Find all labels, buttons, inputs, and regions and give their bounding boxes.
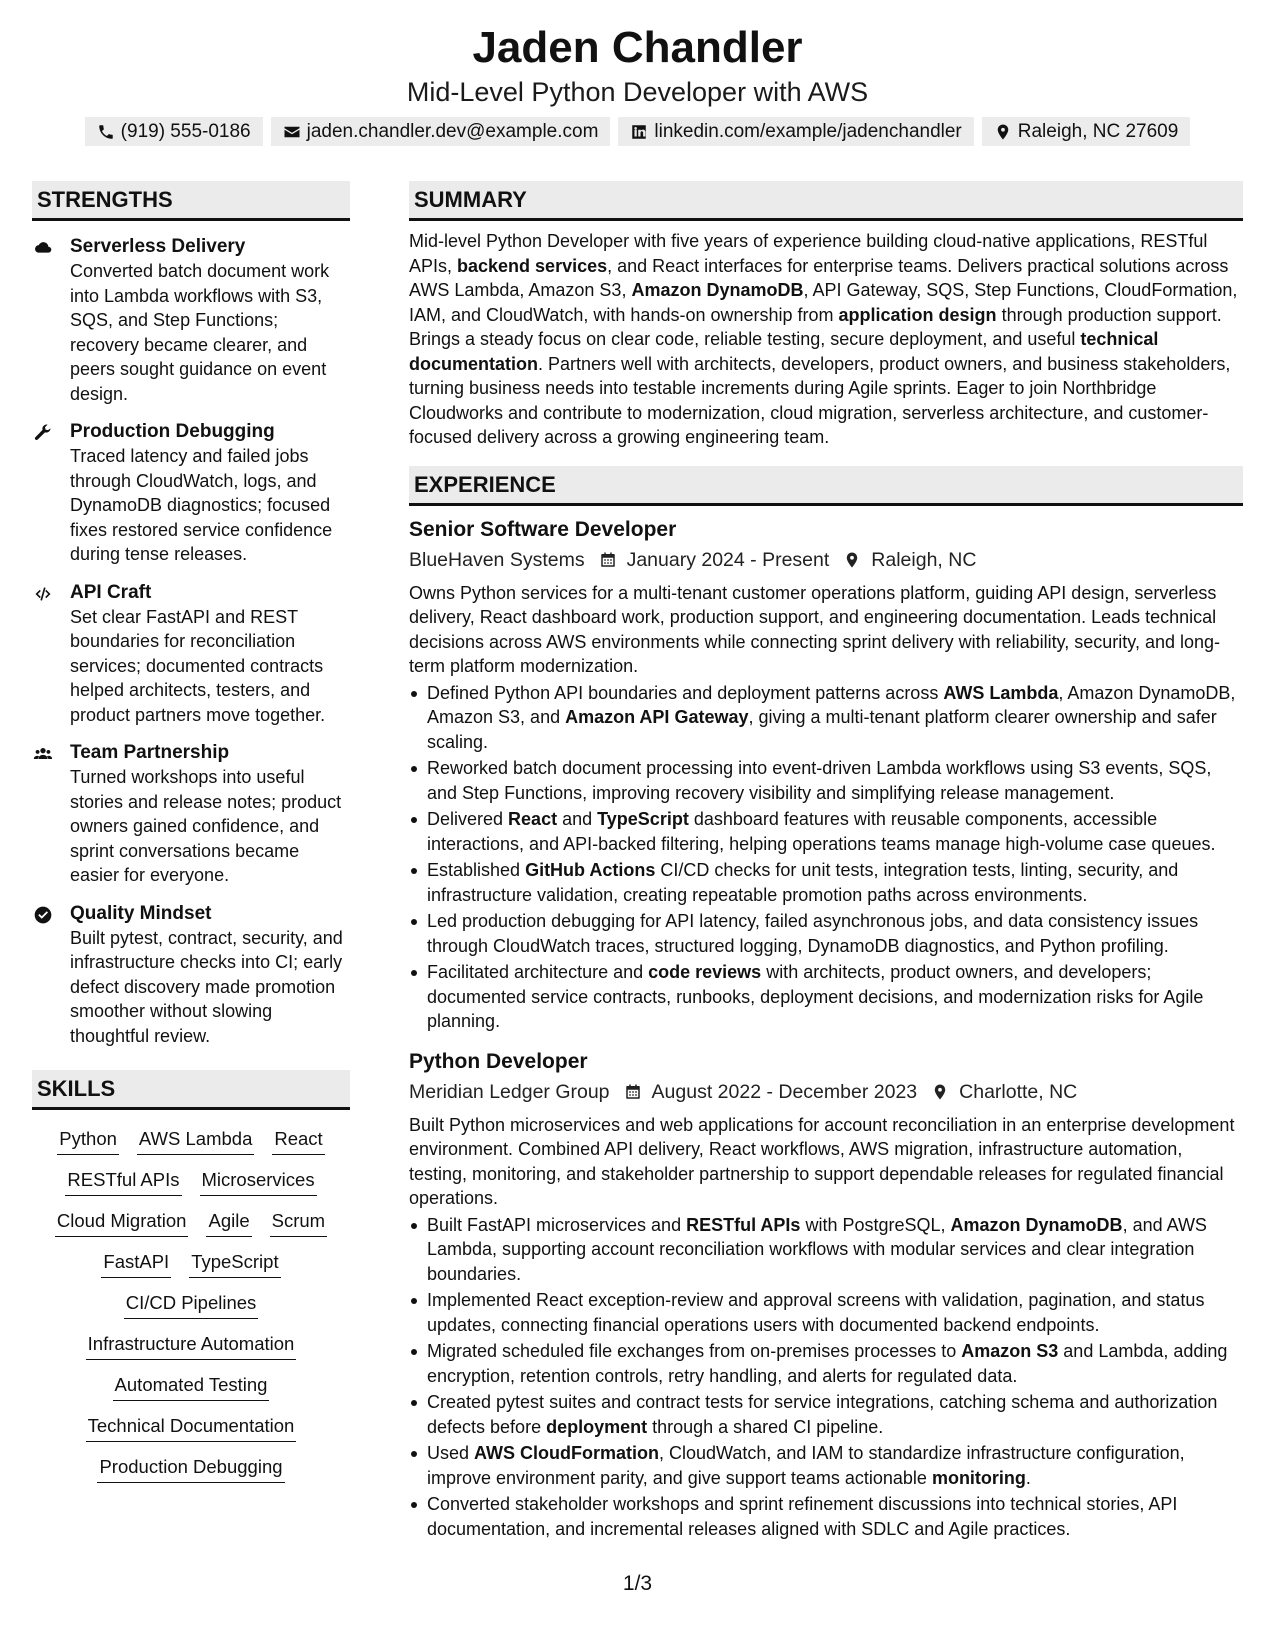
strength-text: Set clear FastAPI and REST boundaries for reconciliation services; documented contracts helped architects, testers, and product partners move together. xyxy=(70,606,326,725)
skills-heading: SKILLS xyxy=(32,1070,350,1110)
text-run: Led production debugging for API latency, failed asynchronous jobs, and data consistency issues through CloudWatch traces, structured logging, DynamoDB diagnostics, and Python profiling. xyxy=(427,911,1199,956)
text-run: dashboard features with reusable components, accessible interactions, and API-backed filtering, helping operations teams manage high-volume case queues. xyxy=(427,809,1216,854)
text-run: Established xyxy=(427,860,526,880)
strength-icon-wrap xyxy=(32,420,70,567)
emphasis-text: monitoring xyxy=(931,1467,1026,1488)
text-run: and xyxy=(557,809,598,829)
job-bullet xyxy=(409,960,1243,1034)
job-bullet xyxy=(409,681,1243,755)
skill-tag: Automated Testing xyxy=(113,1372,270,1401)
skill-tag: RESTful APIs xyxy=(65,1167,181,1196)
contact-linkedin[interactable] xyxy=(618,117,973,146)
text-run: Delivered xyxy=(427,809,509,829)
job-entry xyxy=(409,516,1243,1034)
job-bullet xyxy=(409,1441,1243,1490)
job-title: Senior Software Developer xyxy=(409,517,677,541)
job-meta xyxy=(409,545,1243,575)
job-bullet xyxy=(409,807,1243,856)
job-location: Raleigh, NC xyxy=(871,548,977,571)
text-run: , and AWS Lambda, supporting account reconciliation workflows with modular services and clear integration boundaries. xyxy=(427,1214,1207,1284)
job-bullets xyxy=(409,1213,1243,1542)
resume-header xyxy=(0,22,1275,146)
skill-tag: Scrum xyxy=(270,1208,327,1237)
emphasis-text: deployment xyxy=(546,1416,648,1437)
text-run: Defined Python API boundaries and deployment patterns across xyxy=(427,682,944,703)
strength-body xyxy=(70,235,350,406)
text-run: , CloudWatch, and IAM to standardize infrastructure configuration, improve environment parity, and give support teams actionable xyxy=(427,1443,1185,1488)
strength-title: Quality Mindset xyxy=(70,902,212,924)
phone-text: (919) 555-0186 xyxy=(120,121,251,142)
text-run: Built FastAPI microservices and xyxy=(427,1214,687,1235)
emphasis-text: technical documentation xyxy=(409,329,1159,374)
job-bullet xyxy=(409,756,1243,805)
strengths-heading: STRENGTHS xyxy=(32,181,350,221)
emphasis-text: AWS Lambda xyxy=(943,682,1059,703)
emphasis-text: TypeScript xyxy=(597,809,689,829)
emphasis-text: code reviews xyxy=(648,962,762,982)
linkedin-text: linkedin.com/example/jadenchandler xyxy=(654,121,962,142)
text-run: with architects, product owners, and developers; documented service contracts, runbooks, deployment decisions, and modernization risks for Agile planning. xyxy=(427,962,1204,1031)
jobs-list xyxy=(409,516,1243,1542)
job-entry xyxy=(409,1048,1243,1542)
skill-tag: CI/CD Pipelines xyxy=(124,1290,259,1319)
skill-tag: AWS Lambda xyxy=(137,1126,254,1155)
text-run: Mid-level Python Developer with five years of experience building cloud-native applications, RESTful APIs, xyxy=(409,231,1208,276)
job-description: Built Python microservices and web applications for account reconciliation in an enterprise development environment. Combined API delivery, React workflows, AWS migration, infrastructure automation, testing, monitoring, and stakeholder partnership to support dependable releases for regulated financial operations. xyxy=(409,1114,1235,1208)
calendar-icon xyxy=(624,1082,642,1102)
job-bullet xyxy=(409,909,1243,958)
strength-body xyxy=(70,741,350,888)
users-icon xyxy=(32,744,54,764)
calendar-icon xyxy=(599,550,617,570)
map-pin-icon xyxy=(931,1082,949,1102)
emphasis-text: Amazon S3 xyxy=(961,1341,1059,1361)
text-run: . Partners well with architects, developers, product owners, and business stakeholders, turning business needs into testable increments during Agile sprints. Eager to join Northbridge Cloudworks and contribute to modernization, cloud migration, serverless architecture, and customer-focused delivery across a growing engineering team. xyxy=(409,353,1231,447)
location-text: Raleigh, NC 27609 xyxy=(1017,121,1179,142)
job-bullet xyxy=(409,1492,1243,1541)
summary-text xyxy=(409,229,1243,450)
job-bullet xyxy=(409,1213,1243,1287)
text-run: through production support. Brings a steady focus on clear code, reliable testing, secure deployment, and useful xyxy=(409,304,1222,349)
candidate-name: Jaden Chandler xyxy=(472,23,803,72)
skill-tag: Infrastructure Automation xyxy=(86,1331,297,1360)
emphasis-text: RESTful APIs xyxy=(686,1214,801,1235)
strength-item xyxy=(32,741,350,888)
job-title: Python Developer xyxy=(409,1049,588,1073)
skill-tag: Agile xyxy=(206,1208,251,1237)
text-run: Implemented React exception-review and approval screens with validation, pagination, and status updates, connecting financial operations users with documented backend endpoints. xyxy=(427,1290,1205,1335)
job-bullet xyxy=(409,1390,1243,1439)
text-run: Facilitated architecture and xyxy=(427,962,649,982)
text-run: with PostgreSQL, xyxy=(800,1214,951,1235)
text-run: , API Gateway, SQS, Step Functions, CloudFormation, IAM, and CloudWatch, with hands-on ownership from xyxy=(409,280,1238,325)
text-run: , giving a multi-tenant platform clearer ownership and safer scaling. xyxy=(427,707,1217,752)
strength-body xyxy=(70,581,350,728)
strength-icon-wrap xyxy=(32,741,70,888)
envelope-icon xyxy=(283,123,301,141)
text-run: Reworked batch document processing into event-driven Lambda workflows using S3 events, SQS, and Step Functions, improving recovery visibility and simplifying release management. xyxy=(427,758,1212,803)
strength-title: Production Debugging xyxy=(70,421,275,442)
contact-email[interactable] xyxy=(271,117,611,146)
skill-tag: Technical Documentation xyxy=(86,1413,297,1442)
emphasis-text: Amazon API Gateway xyxy=(565,707,749,727)
skill-tag: Production Debugging xyxy=(97,1454,284,1483)
text-run: and Lambda, adding encryption, retention controls, retry handling, and alerts for regulated data. xyxy=(427,1341,1228,1386)
text-run: Converted stakeholder workshops and sprint refinement discussions into technical stories, API documentation, and incremental releases aligned with SDLC and Agile practices. xyxy=(427,1494,1178,1539)
strength-title: Serverless Delivery xyxy=(70,236,246,257)
emphasis-text: Amazon DynamoDB xyxy=(631,280,804,300)
skill-tag: FastAPI xyxy=(101,1249,171,1278)
candidate-headline: Mid-Level Python Developer with AWS xyxy=(406,77,869,107)
left-column xyxy=(32,181,350,1483)
text-run: . xyxy=(1025,1467,1031,1488)
emphasis-text: application design xyxy=(838,304,997,325)
skills-list xyxy=(32,1110,350,1483)
job-meta xyxy=(409,1077,1243,1107)
strength-text: Built pytest, contract, security, and infrastructure checks into CI; early defect discovery made promotion smoother without slowing thoughtful review. xyxy=(70,927,343,1046)
emphasis-text: AWS CloudFormation xyxy=(474,1443,660,1463)
contact-location xyxy=(982,117,1191,146)
code-icon xyxy=(32,584,54,604)
contact-phone[interactable] xyxy=(85,117,263,146)
job-dates: August 2022 - December 2023 xyxy=(651,1080,918,1103)
emphasis-text: backend services xyxy=(457,255,608,276)
emphasis-text: Amazon DynamoDB xyxy=(950,1214,1123,1235)
skill-tag: Microservices xyxy=(200,1167,317,1196)
page-number: 1/3 xyxy=(622,1572,653,1595)
skill-tag: React xyxy=(272,1126,324,1155)
strength-title: Team Partnership xyxy=(70,742,230,763)
strength-body xyxy=(70,902,350,1049)
job-company: BlueHaven Systems xyxy=(409,548,585,571)
text-run: , and React interfaces for enterprise teams. Delivers practical solutions across AWS Lambda, Amazon S3, xyxy=(409,255,1229,300)
job-description: Owns Python services for a multi-tenant customer operations platform, guiding API design, serverless delivery, React dashboard work, production support, and engineering documentation. Leads technical decisions across AWS environments while connecting sprint delivery with reliability, security, and long-term platform modernization. xyxy=(409,582,1221,676)
emphasis-text: GitHub Actions xyxy=(525,860,656,880)
skill-tag: Python xyxy=(57,1126,119,1155)
linkedin-icon xyxy=(630,123,648,141)
strength-text: Converted batch document work into Lambda workflows with S3, SQS, and Step Functions; recovery became clearer, and peers sought guidance on event design. xyxy=(70,261,330,404)
strength-icon-wrap xyxy=(32,581,70,728)
strengths-list xyxy=(32,235,350,1048)
strength-item xyxy=(32,235,350,406)
skill-tag: TypeScript xyxy=(189,1249,280,1278)
experience-heading: EXPERIENCE xyxy=(409,466,1243,506)
map-pin-icon xyxy=(843,550,861,570)
summary-heading: SUMMARY xyxy=(409,181,1243,221)
strength-body xyxy=(70,420,350,567)
job-company: Meridian Ledger Group xyxy=(409,1080,610,1103)
text-run: Used xyxy=(427,1443,475,1463)
check-circle-icon xyxy=(32,905,54,925)
text-run: Created pytest suites and contract tests for service integrations, catching schema and authorization defects before xyxy=(427,1392,1218,1437)
strength-icon-wrap xyxy=(32,902,70,1049)
map-pin-icon xyxy=(994,123,1012,141)
email-text: jaden.chandler.dev@example.com xyxy=(306,121,599,142)
job-bullets xyxy=(409,681,1243,1034)
strength-icon-wrap xyxy=(32,235,70,406)
text-run: Migrated scheduled file exchanges from on-premises processes to xyxy=(427,1341,962,1361)
strength-text: Traced latency and failed jobs through CloudWatch, logs, and DynamoDB diagnostics; focused fixes restored service confidence during tense releases. xyxy=(70,446,333,564)
strength-item xyxy=(32,420,350,567)
phone-icon xyxy=(97,123,115,141)
wrench-icon xyxy=(32,423,54,443)
strength-item xyxy=(32,581,350,728)
job-bullet xyxy=(409,1339,1243,1388)
job-location: Charlotte, NC xyxy=(959,1080,1078,1103)
strength-text: Turned workshops into useful stories and release notes; product owners gained confidence, and sprint conversations became easier for everyone. xyxy=(70,767,342,885)
cloud-icon xyxy=(32,238,54,258)
job-dates: January 2024 - Present xyxy=(626,548,830,571)
text-run: through a shared CI pipeline. xyxy=(647,1416,884,1437)
right-column xyxy=(409,181,1243,1541)
strength-item xyxy=(32,902,350,1049)
job-bullet xyxy=(409,858,1243,907)
strength-title: API Craft xyxy=(70,581,152,603)
job-bullet xyxy=(409,1288,1243,1337)
text-run: , Amazon DynamoDB, Amazon S3, and xyxy=(427,682,1236,727)
contact-bar xyxy=(0,117,1275,146)
text-run: CI/CD checks for unit tests, integration tests, linting, security, and infrastructure validation, creating repeatable promotion paths across environments. xyxy=(427,860,1179,905)
emphasis-text: React xyxy=(508,809,558,829)
skill-tag: Cloud Migration xyxy=(55,1208,189,1237)
